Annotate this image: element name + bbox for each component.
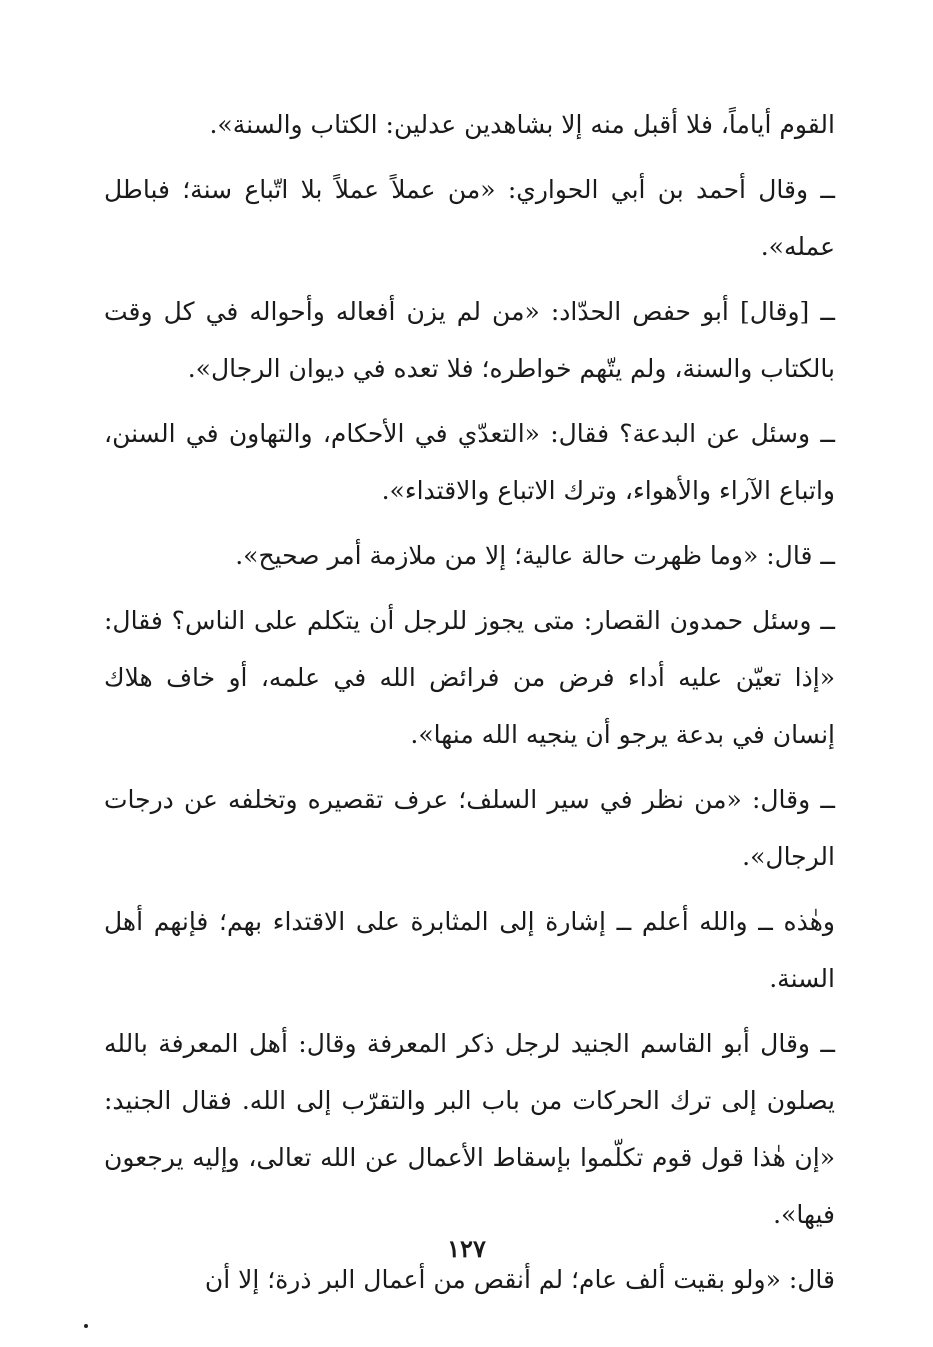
paragraph: قال: «ولو بقيت ألف عام؛ لم أنقص من أعمال البر ذرة؛ إلا أن [204,1265,835,1294]
paragraph: ــ وسئل حمدون القصار: متى يجوز للرجل أن يتكلم على الناس؟ فقال: «إذا تعيّن عليه أداء فرض من فرائض الله في علمه، أو خاف هلاك إنسان في بدعة يرجو أن ينجيه الله منها». [104,606,835,749]
scan-speck [84,1324,88,1328]
page-number: ١٢٧ [447,1234,486,1263]
paragraph: ــ وقال: «من نظر في سير السلف؛ عرف تقصيره وتخلفه عن درجات الرجال». [104,785,835,871]
paragraph: ــ وقال أبو القاسم الجنيد لرجل ذكر المعرفة وقال: أهل المعرفة بالله يصلون إلى ترك الحركات من باب البر والتقرّب إلى الله. فقال الجنيد: «إن هٰذا قول قوم تكلّموا بإسقاط الأعمال عن الله تعالى، وإليه يرجعون فيها». [104,1029,835,1229]
paragraph: ــ [وقال] أبو حفص الحدّاد: «من لم يزن أفعاله وأحواله في كل وقت بالكتاب والسنة، ولم يتّهم خواطره؛ فلا تعده في ديوان الرجال». [104,297,835,383]
paragraph: ــ وقال أحمد بن أبي الحواري: «من عملاً عملاً بلا اتّباع سنة؛ فباطل عمله». [104,175,835,261]
body-text [104,96,835,1316]
paragraph: ــ وسئل عن البدعة؟ فقال: «التعدّي في الأحكام، والتهاون في السنن، واتباع الآراء والأهواء، وترك الاتباع والاقتداء». [104,419,835,505]
paragraph: ــ قال: «وما ظهرت حالة عالية؛ إلا من ملازمة أمر صحيح». [235,541,835,570]
paragraph: القوم أياماً، فلا أقبل منه إلا بشاهدين عدلين: الكتاب والسنة». [209,110,835,139]
paragraph: وهٰذه ــ والله أعلم ــ إشارة إلى المثابرة على الاقتداء بهم؛ فإنهم أهل السنة. [104,907,835,993]
